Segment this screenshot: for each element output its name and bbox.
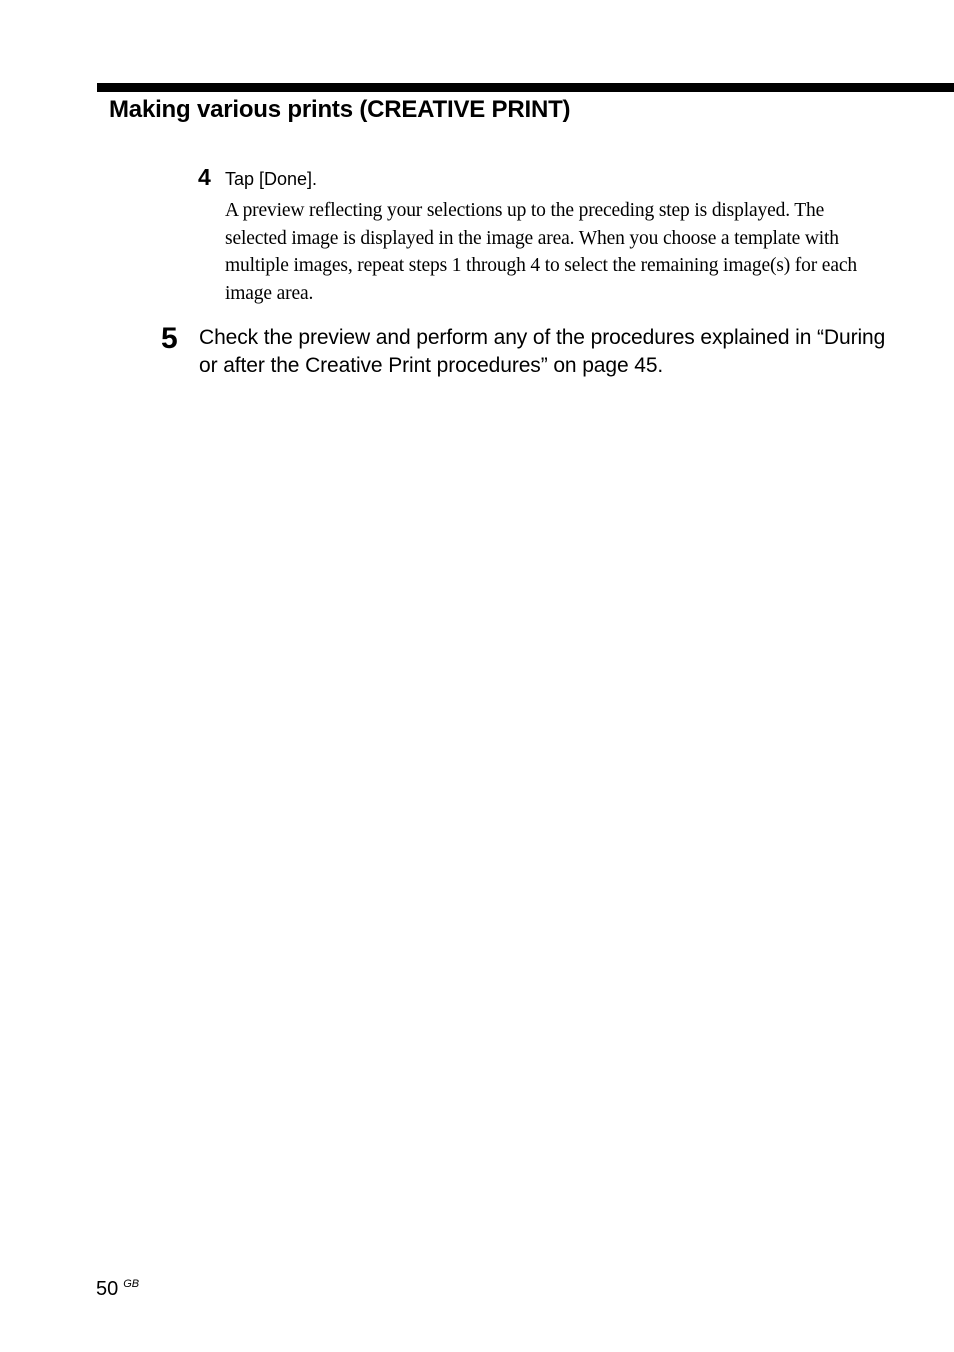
header-rule: [97, 83, 954, 92]
page-number: 50: [96, 1278, 119, 1300]
step-5-text: Check the preview and perform any of the procedures explained in “During or after the Creative Print procedures” on page 45.: [199, 326, 886, 377]
region-code: GB: [123, 1278, 140, 1290]
step-5-number: 5: [161, 322, 178, 355]
section-title: Making various prints (CREATIVE PRINT): [109, 96, 571, 123]
step-4-heading: Tap [Done].: [225, 169, 318, 189]
step-4-body: A preview reflecting your selections up to the preceding step is displayed. The selected image is displayed in the image area. When you choose a template with multiple images, repeat steps 1 through 4 to select the remaining image(s) for each image area.: [225, 200, 857, 304]
page-footer: [96, 1278, 139, 1301]
step-4-number: 4: [198, 164, 211, 190]
